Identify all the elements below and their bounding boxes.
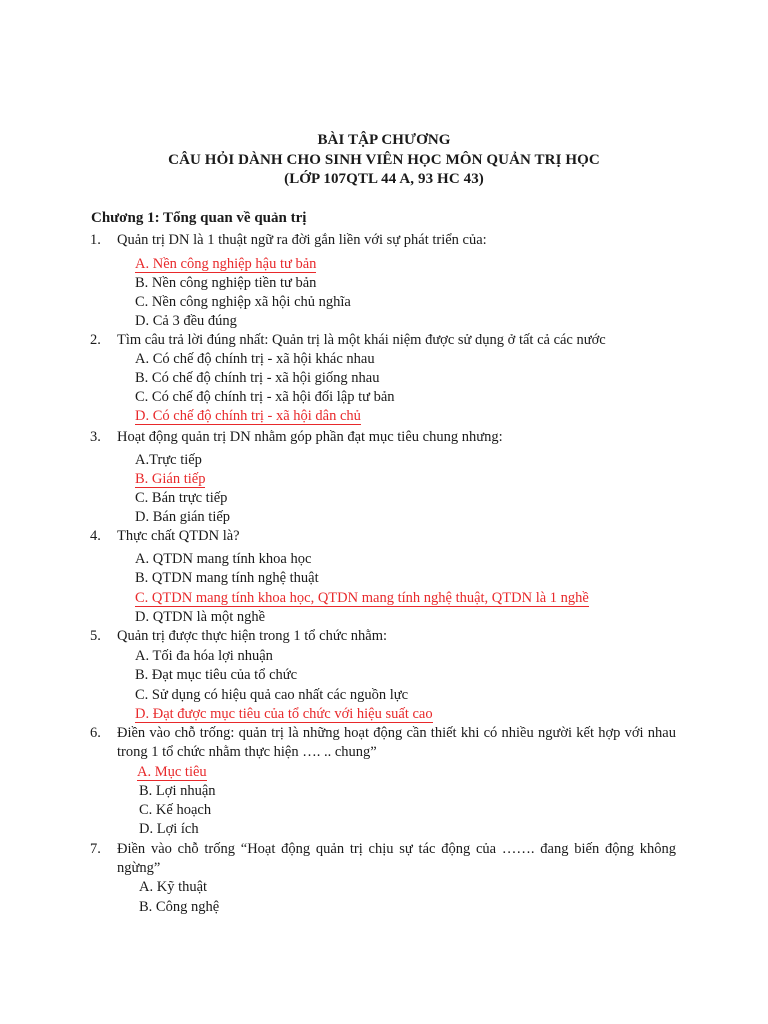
question-number: 2. xyxy=(90,332,101,348)
option-5d: D. Đạt được mục tiêu của tổ chức với hiệu suất cao xyxy=(135,706,433,722)
option-4a: A. QTDN mang tính khoa học xyxy=(135,551,312,567)
question-3 xyxy=(90,428,503,447)
option-3c: C. Bán trực tiếp xyxy=(135,490,228,506)
option-4c: C. QTDN mang tính khoa học, QTDN mang tính nghệ thuật, QTDN là 1 nghề xyxy=(135,590,589,606)
option-5a: A. Tối đa hóa lợi nhuận xyxy=(135,648,273,664)
option-5c: C. Sử dụng có hiệu quả cao nhất các nguồn lực xyxy=(135,687,409,703)
option-1c: C. Nền công nghiệp xã hội chủ nghĩa xyxy=(135,294,351,310)
question-text: Điền vào chỗ trống: quản trị là những hoạt động cần thiết khi có nhiều người kết hợp với nhau trong 1 tổ chức nhằm thực hiện …. .. chung” xyxy=(117,725,676,760)
question-text: Hoạt động quản trị DN nhằm góp phần đạt mục tiêu chung nhưng: xyxy=(117,429,503,445)
question-number: 5. xyxy=(90,628,101,644)
question-7 xyxy=(90,840,676,878)
option-2c: C. Có chế độ chính trị - xã hội đối lập tư bản xyxy=(135,389,395,405)
option-3a: A.Trực tiếp xyxy=(135,452,202,468)
question-text: Quản trị DN là 1 thuật ngữ ra đời gắn liền với sự phát triển của: xyxy=(117,232,487,248)
question-text: Điền vào chỗ trống “Hoạt động quản trị chịu sự tác động của ……. đang biến động không ngừng” xyxy=(117,841,676,876)
question-number: 4. xyxy=(90,528,101,544)
header-line-3: (LỚP 107QTL 44 A, 93 HC 43) xyxy=(284,171,484,187)
option-4d: D. QTDN là một nghề xyxy=(135,609,266,625)
question-number: 7. xyxy=(90,841,101,857)
question-5 xyxy=(90,627,388,646)
question-2 xyxy=(90,331,606,350)
question-1 xyxy=(90,231,487,250)
question-4 xyxy=(90,527,240,546)
option-2a: A. Có chế độ chính trị - xã hội khác nhau xyxy=(135,351,375,367)
question-text: Quản trị được thực hiện trong 1 tổ chức nhằm: xyxy=(117,628,388,644)
header-line-2: CÂU HỎI DÀNH CHO SINH VIÊN HỌC MÔN QUẢN TRỊ HỌC xyxy=(168,151,600,168)
question-6 xyxy=(90,724,676,762)
option-1b: B. Nền công nghiệp tiền tư bản xyxy=(135,275,317,291)
chapter-title: Chương 1: Tổng quan về quản trị xyxy=(91,210,307,226)
question-text: Thực chất QTDN là? xyxy=(117,528,240,544)
option-6c: C. Kế hoạch xyxy=(139,802,212,818)
option-6b: B. Lợi nhuận xyxy=(139,783,216,799)
question-number: 3. xyxy=(90,429,101,445)
option-1d: D. Cả 3 đều đúng xyxy=(135,313,237,329)
option-2d: D. Có chế độ chính trị - xã hội dân chủ xyxy=(135,408,361,424)
option-5b: B. Đạt mục tiêu của tổ chức xyxy=(135,667,298,683)
option-2b: B. Có chế độ chính trị - xã hội giống nhau xyxy=(135,370,380,386)
option-7a: A. Kỹ thuật xyxy=(139,879,208,895)
question-number: 1. xyxy=(90,232,101,248)
document-header xyxy=(0,131,768,190)
option-4b: B. QTDN mang tính nghệ thuật xyxy=(135,570,319,586)
question-text: Tìm câu trả lời đúng nhất: Quản trị là một khái niệm được sử dụng ở tất cả các nước xyxy=(117,332,606,348)
option-7b: B. Công nghệ xyxy=(139,899,220,915)
option-3b: B. Gián tiếp xyxy=(135,471,206,487)
header-line-1: BÀI TẬP CHƯƠNG xyxy=(317,132,451,148)
option-3d: D. Bán gián tiếp xyxy=(135,509,231,525)
question-number: 6. xyxy=(90,725,101,741)
option-6a: A. Mục tiêu xyxy=(137,764,207,780)
option-6d: D. Lợi ích xyxy=(139,821,199,837)
option-1a: A. Nền công nghiệp hậu tư bản xyxy=(135,256,317,272)
